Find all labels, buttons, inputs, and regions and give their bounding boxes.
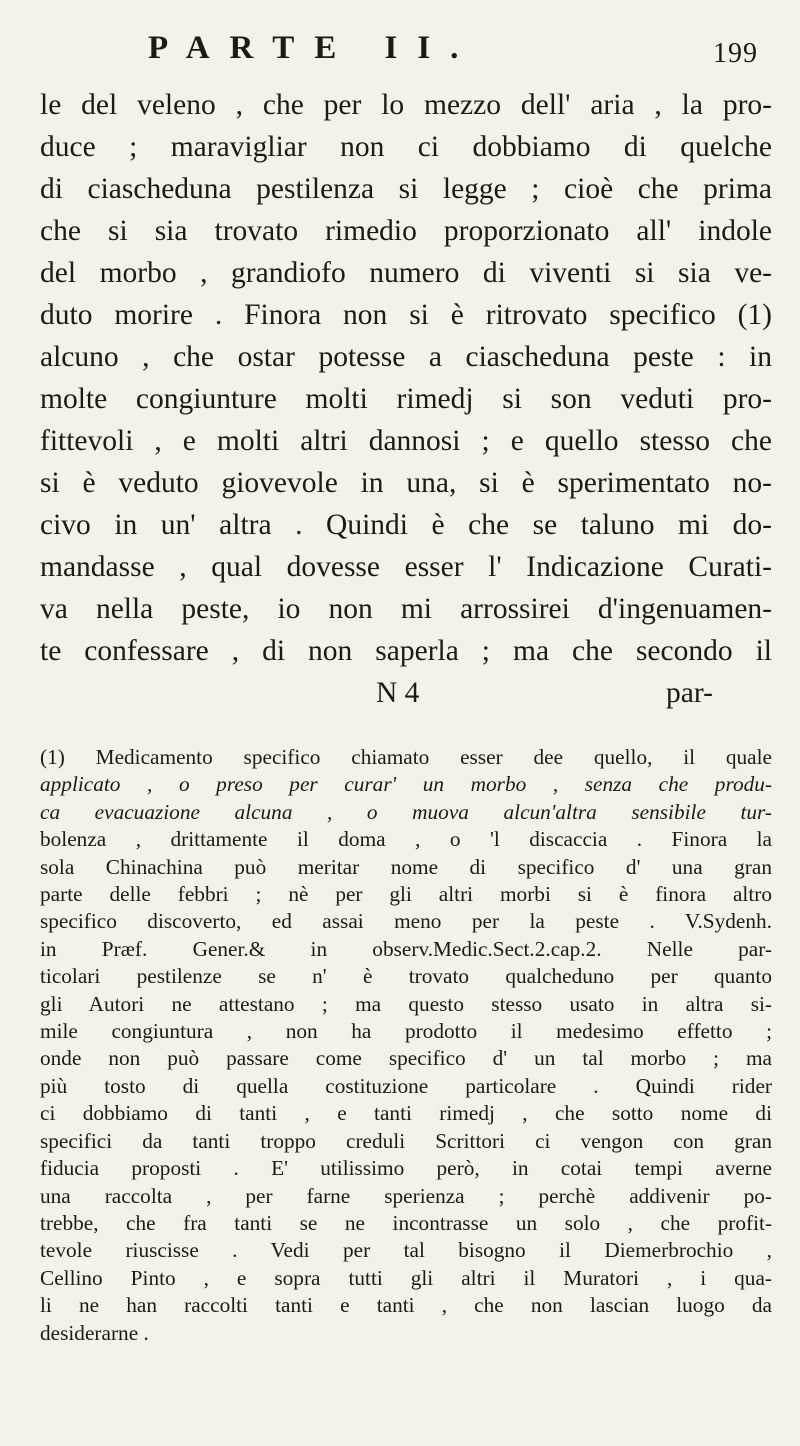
footnote-line: (1) Medicamento specifico chiamato esser dee quello, il quale [40,745,772,769]
footnote-line: applicato , o preso per curar' un morbo , senza che produ- [40,772,772,797]
running-head [40,22,772,84]
footnote-line: bolenza , drittamente il doma , o 'l discaccia . Finora la [40,827,772,852]
footnote-line: desiderarne . [40,1320,149,1345]
text-line: duce ; maravigliar non ci dobbiamo di quelche [40,131,772,163]
text-line: le del veleno , che per lo mezzo dell' aria , la pro- [40,89,772,121]
footnote-line: Cellino Pinto , e sopra tutti gli altri il Muratori , i qua- [40,1265,772,1290]
footnote [40,744,772,1347]
text-line: si è veduto giovevole in una, si è sperimentato no- [40,467,772,499]
text-line: che si sia trovato rimedio proporzionato all' indole [40,215,772,247]
footnote-line: li ne han raccolti tanti e tanti , che non lascian luogo da [40,1293,772,1318]
text-line: molte congiunture molti rimedj si son veduti pro- [40,383,772,415]
footnote-line: una raccolta , per farne sperienza ; perchè addivenir po- [40,1183,772,1208]
text-line: civo in un' altra . Quindi è che se taluno mi do- [40,509,772,541]
text-line: fittevoli , e molti altri dannosi ; e quello stesso che [40,425,772,457]
footnote-line: ticolari pestilenze se n' è trovato qualcheduno per quanto [40,964,772,989]
running-title: PARTE II. [148,30,479,66]
text-line: va nella peste, io non mi arrossirei d'ingenuamen- [40,593,772,625]
footnote-line: trebbe, che fra tanti se ne incontrasse un solo , che profit- [40,1210,772,1235]
signature-mark: N 4 [376,677,420,709]
main-text [40,84,772,672]
signature-row [40,672,772,714]
footnote-line: sola Chinachina può meritar nome di specifico d' una gran [40,854,772,879]
footnote-line: specifici da tanti troppo creduli Scrittori ci vengon con gran [40,1128,772,1153]
text-line: alcuno , che ostar potesse a ciascheduna peste : in [40,341,772,373]
text-line: mandasse , qual dovesse esser l' Indicazione Curati- [40,551,772,583]
footnote-line: gli Autori ne attestano ; ma questo stesso usato in altra si- [40,991,772,1016]
footnote-line: parte delle febbri ; nè per gli altri morbi si è finora altro [40,882,772,907]
footnote-line: onde non può passare come specifico d' un tal morbo ; ma [40,1046,772,1071]
footnote-line: fiducia proposti . E' utilissimo però, in cotai tempi averne [40,1156,772,1181]
footnote-line: ca evacuazione alcuna , o muova alcun'altra sensibile tur- [40,799,772,824]
text-line: del morbo , grandiofo numero di viventi si sia ve- [40,257,772,289]
page-number: 199 [713,38,758,69]
text-line: di ciascheduna pestilenza si legge ; cioè che prima [40,173,772,205]
footnote-line: specifico discoverto, ed assai meno per la peste . V.Sydenh. [40,909,772,934]
footnote-line: mile congiuntura , non ha prodotto il medesimo effetto ; [40,1019,772,1044]
footnote-line: in Præf. Gener.& in observ.Medic.Sect.2.cap.2. Nelle par- [40,936,772,961]
footnote-line: più tosto di quella costituzione particolare . Quindi rider [40,1073,772,1098]
footnote-line: tevole riuscisse . Vedi per tal bisogno il Diemerbrochio , [40,1238,772,1263]
catchword: par- [666,677,713,709]
text-line: te confessare , di non saperla ; ma che secondo il [40,635,772,667]
text-line: duto morire . Finora non si è ritrovato specifico (1) [40,299,772,331]
footnote-line: ci dobbiamo di tanti , e tanti rimedj , che sotto nome di [40,1101,772,1126]
